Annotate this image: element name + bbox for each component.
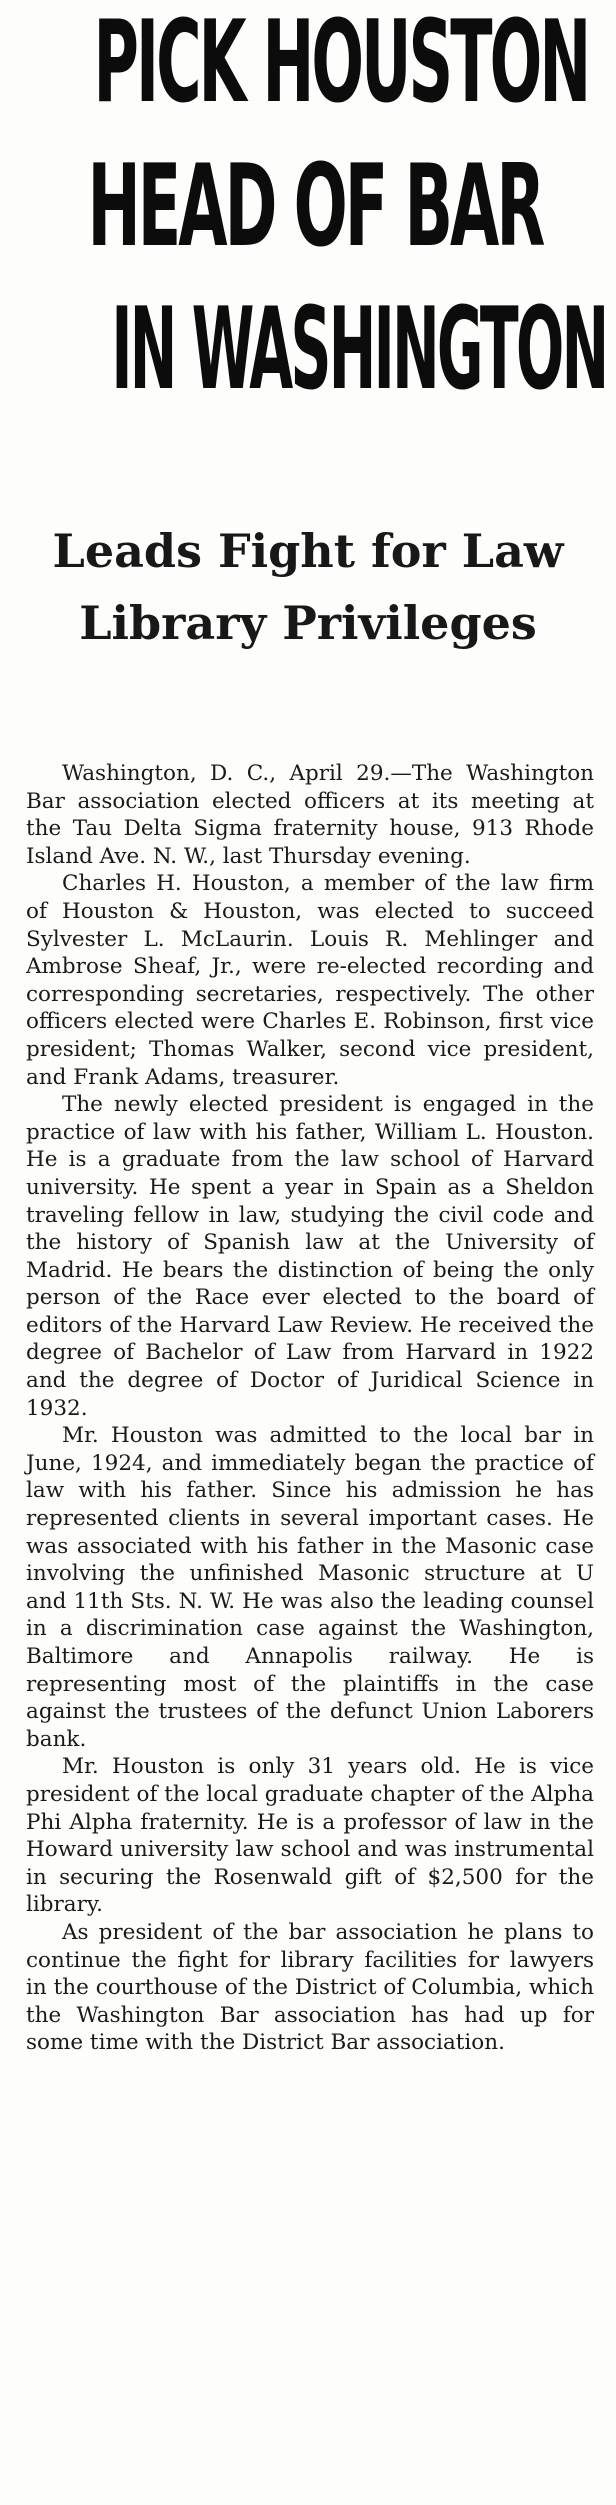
subheadline-line-1: Leads Fight for Law: [52, 524, 564, 578]
headline-line-3: IN WASHINGTON: [111, 283, 607, 416]
article-body: [26, 760, 594, 2057]
headline-line-1: PICK HOUSTON: [93, 0, 589, 129]
article-paragraph: Mr. Houston was admitted to the local bar in June, 1924, and immediately began the practice of law with his father. Since his admission he has represented clients in several important cases. He was associated with his father in the Masonic case involving the unfinished Masonic structure at U and 11th Sts. N. W. He was also the leading counsel in a discrimination case against the Washington, Baltimore and Annapolis railway. He is representing most of the plaintiffs in the case against the trustees of the defunct Union Laborers bank.: [26, 1423, 594, 1752]
article-paragraph: Charles H. Houston, a member of the law firm of Houston & Houston, was elected to succeed Sylvester L. McLaurin. Louis R. Mehlinger and Ambrose Sheaf, Jr., were re-elected recording and corresponding secretaries, respectively. The other officers elected were Charles E. Robinson, first vice president; Thomas Walker, second vice president, and Frank Adams, treasurer.: [26, 871, 594, 1090]
subheadline-line-2: Library Privileges: [79, 596, 537, 650]
headline-line-2: HEAD OF BAR: [87, 140, 543, 273]
article-paragraph: The newly elected president is engaged in the practice of law with his father, William L. Houston. He is a graduate from the law school of Harvard university. He spent a year in Spain as a Sheldon traveling fellow in law, studying the civil code and the history of Spanish law at the University of Madrid. He bears the distinction of being the only person of the Race ever elected to the board of editors of the Harvard Law Review. He received the degree of Bachelor of Law from Harvard in 1922 and the degree of Doctor of Juridical Science in 1932.: [26, 1092, 594, 1421]
article-paragraph: Mr. Houston is only 31 years old. He is vice president of the local graduate chapter of the Alpha Phi Alpha fraternity. He is a professor of law in the Howard university law school and was instrumental in securing the Rosenwald gift of $2,500 for the library.: [26, 1754, 594, 1918]
article-paragraph: Washington, D. C., April 29.—The Washington Bar association elected officers at its meeting at the Tau Delta Sigma fraternity house, 913 Rhode Island Ave. N. W., last Thursday evening.: [26, 761, 594, 869]
article-paragraph: As president of the bar association he plans to continue the fight for library facilities for lawyers in the courthouse of the District of Columbia, which the Washington Bar association has had up for some time with the District Bar association.: [26, 1919, 594, 2056]
